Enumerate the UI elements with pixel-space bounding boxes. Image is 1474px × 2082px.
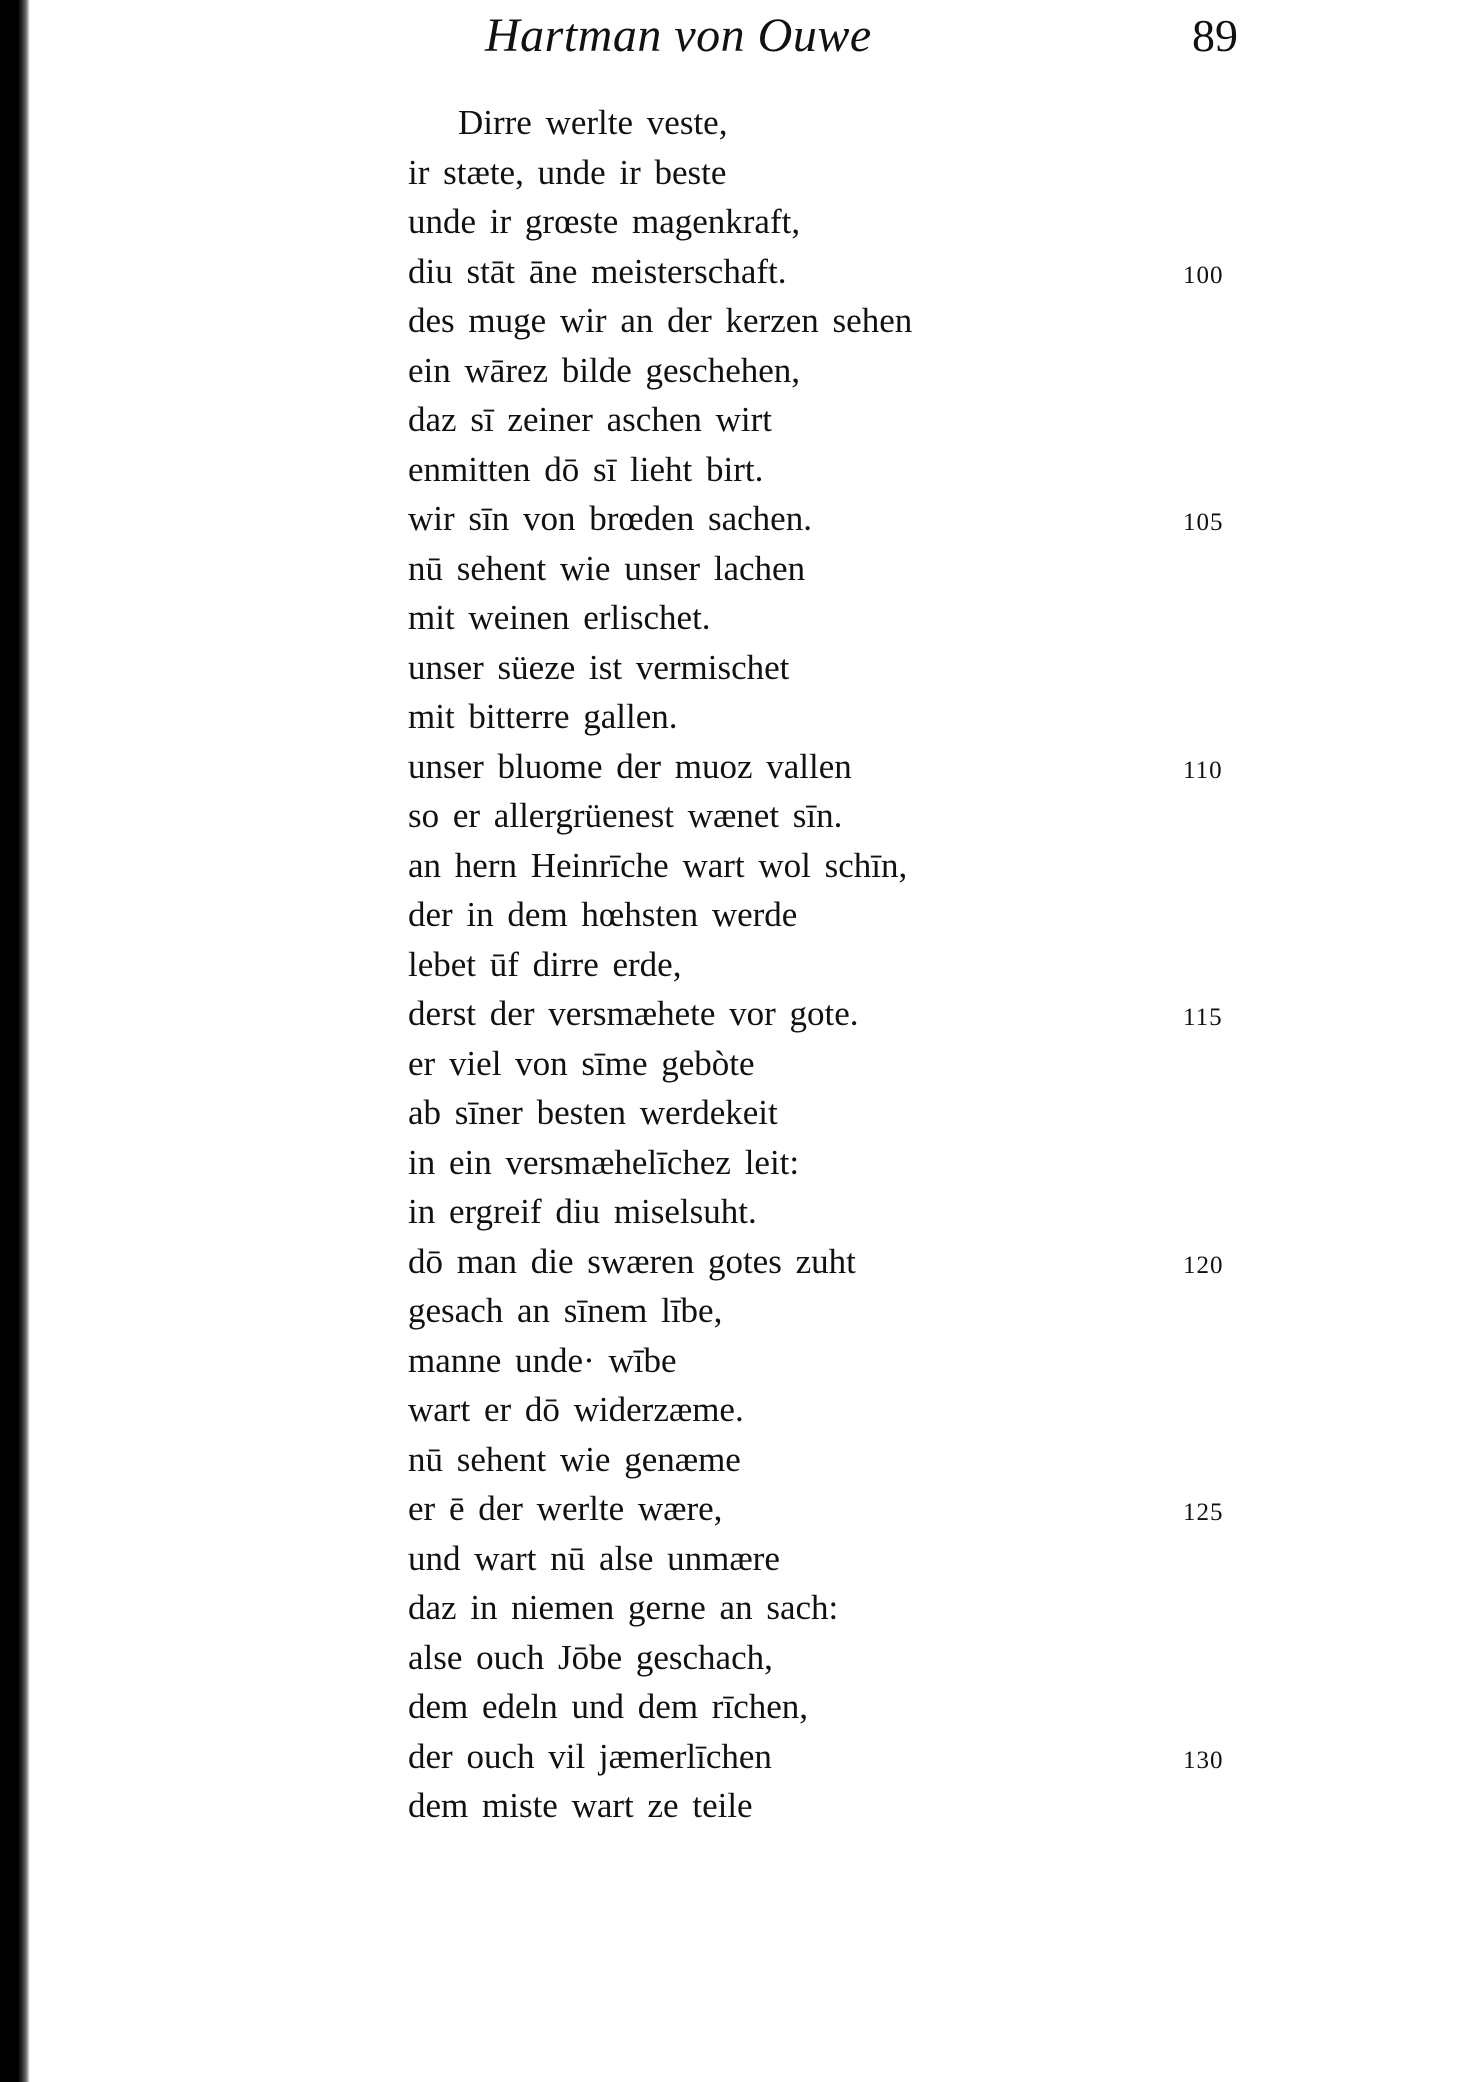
verse-line bbox=[408, 395, 1288, 445]
verse-text: derst der versmæhete vor gote. bbox=[408, 994, 859, 1033]
verse-line bbox=[408, 1781, 1288, 1831]
verse-text: wart er dō widerzæme. bbox=[408, 1390, 744, 1429]
verse-line bbox=[408, 1138, 1288, 1188]
verse-text: Dirre werlte veste, bbox=[458, 103, 728, 142]
poem-text bbox=[408, 98, 1288, 1831]
verse-text: lebet ūf dirre erde, bbox=[408, 944, 682, 984]
line-number: 105 bbox=[1183, 509, 1224, 536]
verse-text: mit bitterre gallen. bbox=[408, 697, 678, 736]
verse-text: an hern Heinrīche wart wol schīn, bbox=[408, 845, 908, 885]
verse-text: ein wārez bilde geschehen, bbox=[408, 350, 801, 390]
page-binding-edge bbox=[0, 0, 30, 2082]
verse-text: er viel von sīme gebòte bbox=[408, 1043, 755, 1083]
verse-line bbox=[408, 197, 1288, 247]
verse-line bbox=[408, 1039, 1288, 1089]
verse-line bbox=[408, 1633, 1288, 1683]
verse-text: der in dem hœhsten werde bbox=[408, 895, 798, 934]
line-number: 130 bbox=[1183, 1746, 1224, 1774]
verse-line bbox=[408, 940, 1288, 990]
verse-text: enmitten dō sī lieht birt. bbox=[408, 449, 764, 489]
verse-text: ir stæte, unde ir beste bbox=[408, 152, 727, 192]
verse-line bbox=[408, 1088, 1288, 1138]
verse-line bbox=[408, 1484, 1288, 1534]
verse-line bbox=[408, 1534, 1288, 1584]
verse-text: wir sīn von brœden sachen. bbox=[408, 499, 812, 538]
verse-line bbox=[408, 841, 1288, 891]
verse-line bbox=[408, 98, 1288, 148]
verse-text: in ergreif diu miselsuht. bbox=[408, 1192, 757, 1231]
verse-line bbox=[408, 1435, 1288, 1485]
verse-text: unser süeze ist vermischet bbox=[408, 647, 790, 687]
verse-line bbox=[408, 1237, 1288, 1287]
verse-line bbox=[408, 296, 1288, 346]
verse-text: dem miste wart ze teile bbox=[408, 1786, 753, 1825]
verse-text: dem edeln und dem rīchen, bbox=[408, 1687, 809, 1726]
verse-line bbox=[408, 890, 1288, 940]
verse-text: dō man die swæren gotes zuht bbox=[408, 1241, 856, 1281]
verse-text: nū sehent wie genæme bbox=[408, 1439, 741, 1479]
verse-line bbox=[408, 148, 1288, 198]
line-number: 100 bbox=[1183, 261, 1224, 289]
verse-text: so er allergrüenest wænet sīn. bbox=[408, 796, 843, 835]
verse-text: des muge wir an der kerzen sehen bbox=[408, 301, 913, 340]
verse-text: manne unde· wībe bbox=[408, 1340, 677, 1380]
verse-line bbox=[408, 989, 1288, 1039]
verse-line bbox=[408, 742, 1288, 792]
verse-text: diu stāt āne meisterschaft. bbox=[408, 251, 787, 291]
verse-line bbox=[408, 445, 1288, 495]
verse-line bbox=[408, 494, 1288, 544]
line-number: 115 bbox=[1183, 1004, 1223, 1031]
verse-text: alse ouch Jōbe geschach, bbox=[408, 1637, 773, 1677]
line-number: 120 bbox=[1183, 1251, 1224, 1279]
line-number: 125 bbox=[1183, 1499, 1224, 1526]
verse-text: gesach an sīnem lībe, bbox=[408, 1291, 723, 1330]
verse-line bbox=[408, 692, 1288, 742]
verse-line bbox=[408, 1732, 1288, 1782]
verse-line bbox=[408, 247, 1288, 297]
verse-text: und wart nū alse unmære bbox=[408, 1538, 780, 1578]
verse-line bbox=[408, 1682, 1288, 1732]
verse-text: ab sīner besten werdekeit bbox=[408, 1093, 778, 1132]
verse-text: daz sī zeiner aschen wirt bbox=[408, 400, 773, 439]
verse-text: mit weinen erlischet. bbox=[408, 598, 711, 637]
line-number: 110 bbox=[1183, 756, 1223, 784]
verse-line bbox=[408, 1336, 1288, 1386]
verse-line bbox=[408, 544, 1288, 594]
running-title: Hartman von Ouwe bbox=[485, 9, 872, 62]
verse-text: der ouch vil jæmerlīchen bbox=[408, 1736, 772, 1776]
verse-line bbox=[408, 593, 1288, 643]
verse-text: nū sehent wie unser lachen bbox=[408, 548, 806, 588]
verse-line bbox=[408, 1286, 1288, 1336]
verse-text: daz in niemen gerne an sach: bbox=[408, 1588, 839, 1627]
verse-line bbox=[408, 1187, 1288, 1237]
verse-text: in ein versmæhelīchez leit: bbox=[408, 1142, 800, 1182]
verse-line bbox=[408, 1583, 1288, 1633]
verse-text: er ē der werlte wære, bbox=[408, 1489, 723, 1528]
verse-line bbox=[408, 791, 1288, 841]
verse-line bbox=[408, 346, 1288, 396]
page-number: 89 bbox=[1192, 10, 1238, 61]
verse-line bbox=[408, 1385, 1288, 1435]
verse-text: unde ir grœste magenkraft, bbox=[408, 202, 801, 241]
verse-text: unser bluome der muoz vallen bbox=[408, 746, 852, 786]
verse-line bbox=[408, 643, 1288, 693]
